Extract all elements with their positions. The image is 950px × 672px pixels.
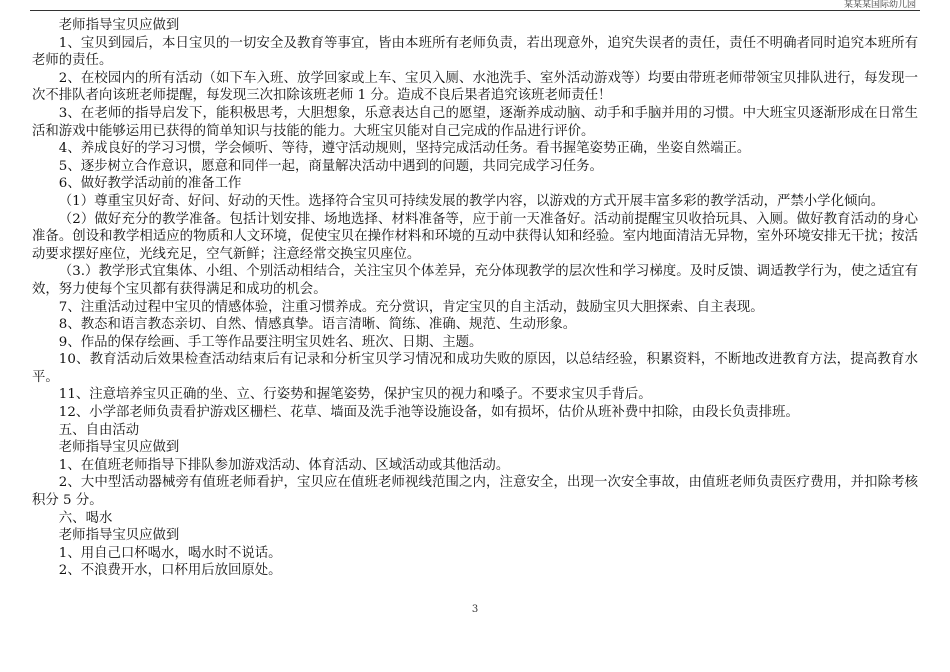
paragraph: 1、宝贝到园后，本日宝贝的一切安全及教育等事宜，皆由本班所有老师负责，若出现意外，追究失误者的责任，责任不明确者同时追究本班所有老师的责任。 xyxy=(32,35,918,69)
section-heading: 六、喝水 xyxy=(58,510,113,526)
page-number: 3 xyxy=(471,604,479,615)
header-divider xyxy=(30,10,920,11)
paragraph: 5、逐步树立合作意识，愿意和同伴一起，商量解决活动中遇到的问题，共同完成学习任务。 xyxy=(58,158,603,174)
paragraph: （3.）教学形式宜集体、小组、个别活动相结合，关注宝贝个体差异，充分体现教学的层次性和学习梯度。及时反馈、调适教学行为，使之适宜有效，努力使每个宝贝都有获得满足和成功的机会。 xyxy=(32,264,918,297)
paragraph: 2、在校园内的所有活动（如下车入班、放学回家或上车、宝贝入厕、水池洗手、室外活动游戏等）均要由带班老师带领宝贝排队进行，每发现一次不排队者向该班老师提醒，每发现三次扣除该班老师 1 分。造成不良后果者追究该班老师责任！ xyxy=(32,70,918,104)
paragraph: 2、大中型活动器械旁有值班老师看护，宝贝应在值班老师视线范围之内，注意安全，出现一次安全事故，由值班老师负责医疗费用，并扣除考核积分 5 分。 xyxy=(32,475,918,509)
paragraph: 7、注重活动过程中宝贝的情感体验，注重习惯养成。充分赏识，肯定宝贝的自主活动，鼓励宝贝大胆探索、自主表现。 xyxy=(58,299,764,315)
paragraph: 11、注意培养宝贝正确的坐、立、行姿势和握笔姿势，保护宝贝的视力和嗓子。不要求宝贝手背后。 xyxy=(58,387,652,403)
paragraph: （2）做好充分的教学准备。包括计划安排、场地选择、材料准备等，应于前一天准备好。活动前提醒宝贝收拾玩具、入厕。做好教育活动的身心准备。创设和教学相适应的物质和人文环境，促使宝贝在操作材料和环境的互动中获得认知和经验。室内地面清洁无异物，室外环境安排无干扰；按活动要求摆好座位，光线充足，空气新鲜；注意经常交换宝贝座位。 xyxy=(32,211,918,262)
paragraph: 老师指导宝贝应做到 xyxy=(58,528,180,544)
paragraph: 1、用自己口杯喝水，喝水时不说话。 xyxy=(58,545,282,561)
section-heading: 五、自由活动 xyxy=(58,422,140,438)
header-organization-name: 某某某国际幼儿园 xyxy=(843,0,916,10)
paragraph: 6、做好教学活动前的准备工作 xyxy=(58,176,242,192)
paragraph: 9、作品的保存绘画、手工等作品要注明宝贝姓名、班次、日期、主题。 xyxy=(58,334,483,350)
paragraph: 8、教态和语言教态亲切、自然、情感真挚。语言清晰、简练、准确、规范、生动形象。 xyxy=(58,317,577,333)
paragraph: 老师指导宝贝应做到 xyxy=(58,440,180,456)
paragraph: 老师指导宝贝应做到 xyxy=(58,18,180,33)
paragraph: 12、小学部老师负责看护游戏区栅栏、花草、墙面及洗手池等设施设备，如有损坏，估价从班补费中扣除，由段长负责排班。 xyxy=(58,405,799,421)
paragraph: 1、在值班老师指导下排队参加游戏活动、体育活动、区域活动或其他活动。 xyxy=(58,457,510,473)
paragraph: 10、教育活动后效果检查活动结束后有记录和分析宝贝学习情况和成功失败的原因，以总结经验，积累资料，不断地改进教育方法，提高教育水平。 xyxy=(32,352,918,385)
paragraph: 4、养成良好的学习习惯，学会倾听、等待，遵守活动规则，坚持完成活动任务。看书握笔姿势正确，坐姿自然端正。 xyxy=(58,141,751,157)
paragraph: （1）尊重宝贝好奇、好问、好动的天性。选择符合宝贝可持续发展的教学内容，以游戏的方式开展丰富多彩的教学活动，严禁小学化倾向。 xyxy=(58,193,885,209)
document-body xyxy=(32,17,918,580)
paragraph: 3、在老师的指导启发下，能积极思考，大胆想象，乐意表达自己的愿望，逐渐养成动脑、动手和手脑并用的习惯。中大班宝贝逐渐形成在日常生活和游戏中能够运用已获得的简单知识与技能的能力。大班宝贝能对自己完成的作品进行评价。 xyxy=(32,105,918,139)
paragraph: 2、不浪费开水，口杯用后放回原处。 xyxy=(58,563,282,579)
